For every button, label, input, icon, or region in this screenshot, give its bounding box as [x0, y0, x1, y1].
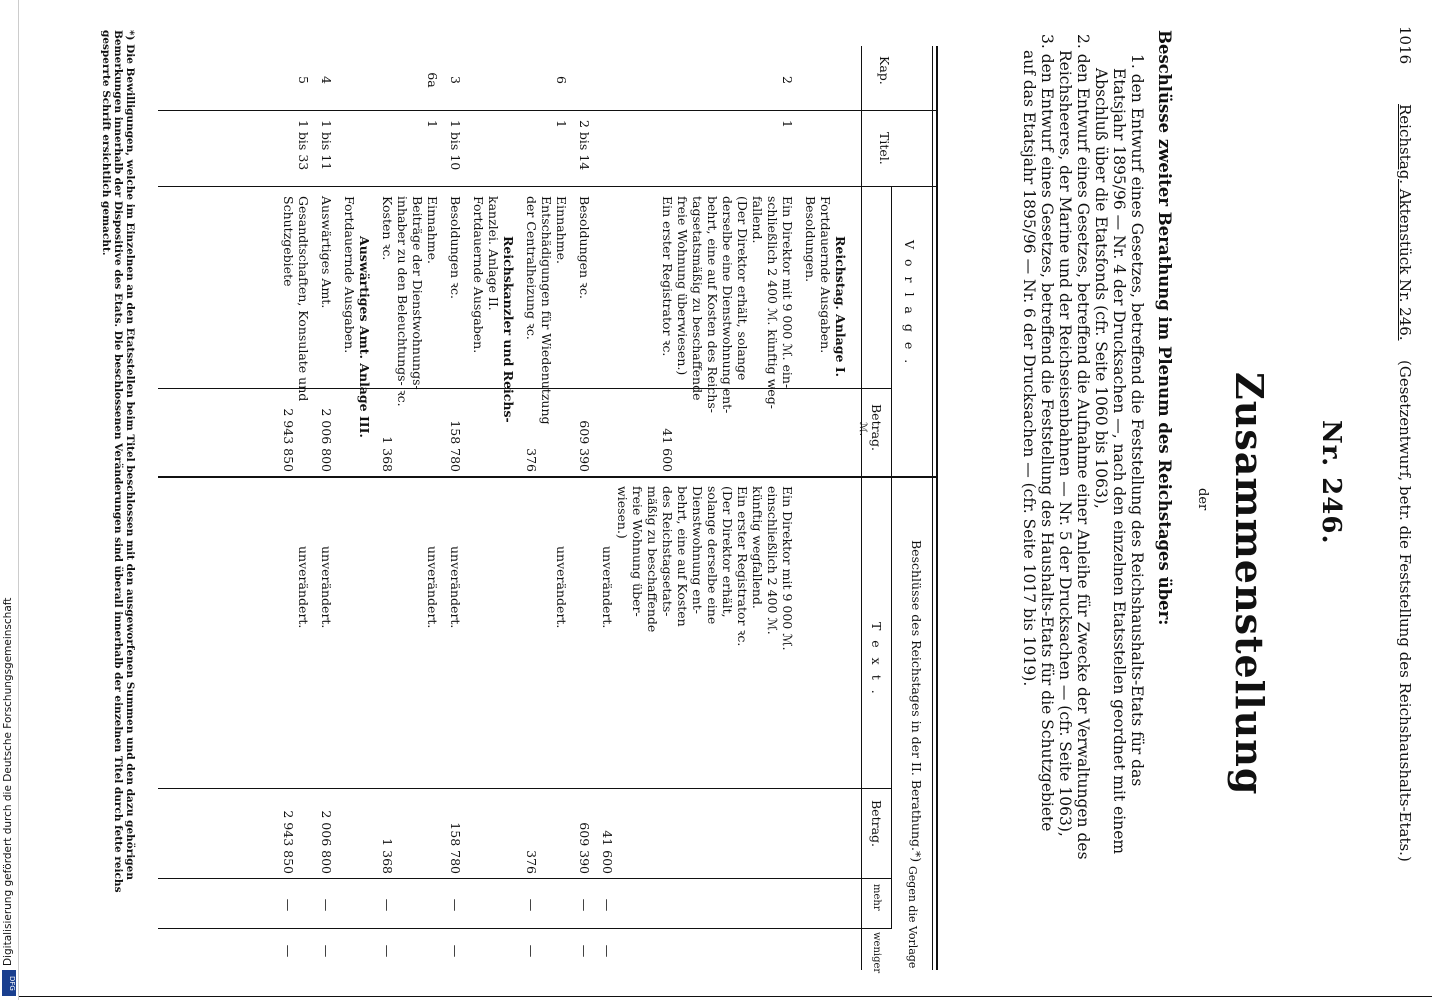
row-text-line: Ein Direktor mit 9 000 ℳ. ein- [780, 196, 795, 389]
row-beschluss-line: des Reichstagsetats- [660, 486, 675, 617]
row-titel: 1 bis 10 [448, 120, 463, 171]
row-text-line: Kosten ꝛc. [380, 196, 395, 261]
row-text-line: schließlich 2 400 ℳ. künftig weg- [765, 196, 780, 409]
title-connector: der [1195, 488, 1210, 511]
row-weniger: — [448, 944, 463, 958]
row-beschluss-line: unverändert. [296, 546, 311, 629]
row-text-line: Einnahme. [425, 196, 440, 264]
row-beschluss-line: unverändert. [319, 546, 334, 629]
col-divider-titel [158, 186, 938, 187]
watermark-text: Digitalisierung gefördert durch die Deutsche Forschungsgemeinschaft [2, 597, 14, 966]
row-titel: 1 [554, 120, 569, 128]
item-1-line-2: Etatsjahr 1895/96 — Nr. 4 der Drucksachen —, nach den einzelnen Etatsstellen geordnet mit einem [1110, 68, 1128, 855]
row-weniger: — [524, 944, 539, 958]
row-beschluss-betrag: 376 [524, 850, 539, 874]
row-mehr: — [524, 898, 539, 912]
row-weniger: — [577, 944, 592, 958]
row-text-line: der Centralheizung ꝛc. [524, 196, 539, 340]
col-header-betrag: Betrag. [869, 404, 884, 452]
row-text-line: kanzlei. Anlage II. [486, 196, 501, 311]
col-divider-mehr [158, 878, 892, 879]
item-list [1020, 30, 1146, 860]
row-beschluss-line: freie Wohnung über- [630, 486, 645, 617]
row-text-line: Entschädigungen für Wiedenutzung [539, 196, 554, 425]
row-beschluss-line: einschließlich 2 400 ℳ. [765, 486, 780, 635]
beschluss-header-rule [891, 478, 892, 928]
row-betrag: 376 [524, 448, 539, 472]
page-number: 1016 [1396, 26, 1414, 65]
col-header-weniger: weniger [871, 932, 882, 974]
intro-line: Beschlüsse zweiter Berathung im Plenum des Reichstages über: [1155, 30, 1174, 626]
row-titel: 1 [780, 120, 795, 128]
row-text-line: Besoldungen. [803, 196, 818, 283]
row-betrag: 158 780 [448, 420, 463, 472]
row-text-line: derselbe eine Dienstwohnung ent- [720, 196, 735, 414]
row-beschluss-betrag: 609 390 [577, 822, 592, 874]
row-mehr: — [448, 898, 463, 912]
row-beschluss-line: Dienstwohnung ent- [690, 486, 705, 615]
row-weniger: — [380, 944, 395, 958]
row-text-line: fallend. [750, 196, 765, 244]
row-titel: 1 [425, 120, 440, 128]
running-subtitle: (Gesetzentwurf, betr. die Feststellung des Reichshaushalts-Etats.) [1396, 360, 1414, 862]
row-text-line: Gesandtschaften, Konsulate und [296, 196, 311, 402]
row-mehr: — [577, 898, 592, 912]
row-beschluss-line: unverändert. [425, 546, 440, 629]
row-kap: 6 [554, 76, 569, 84]
item-1-line-3: Abschluß über die Etatsfonds (cfr. Seite 1060 bis 1063), [1092, 68, 1110, 509]
table-top-rule [936, 46, 938, 970]
item-2-line-1: 2. den Entwurf eines Gesetzes, betreffend die Aufnahme einer Anleihe für Zwecke der Verwaltungen des [1074, 34, 1092, 860]
row-beschluss-line: behrt, eine auf Kosten [675, 486, 690, 627]
col-divider-weniger [158, 928, 892, 929]
row-text-line: Fortdauernde Ausgaben. [342, 196, 357, 354]
col-header-kap: Kap. [877, 56, 892, 85]
row-text-line: Ein erster Registrator ꝛc. [660, 196, 675, 357]
row-text-line: behrt, eine auf Kosten des Reichs- [705, 196, 720, 413]
document-number: Nr. 246. [1316, 420, 1346, 545]
row-weniger: — [600, 944, 615, 958]
row-text-line: Beiträge der Dienstwohnungs- [410, 196, 425, 390]
col-header-mark: ℳ. [857, 422, 868, 436]
row-mehr: — [600, 898, 615, 912]
row-beschluss-line: unverändert. [554, 546, 569, 629]
row-text-line: Auswärtiges Amt. [319, 196, 334, 309]
row-text-line: Reichskanzler und Reichs- [501, 236, 516, 423]
row-text-line: Einnahme. [554, 196, 569, 264]
running-title: Reichstag. Aktenstück Nr. 246. [1396, 104, 1414, 341]
row-beschluss-line: wiesen.) [615, 486, 630, 539]
col-header-titel: Titel. [877, 132, 892, 165]
row-beschluss-line: Ein erster Registrator ꝛc. [735, 486, 750, 647]
col-header-text: T e x t . [869, 622, 884, 697]
gegen-header: Gegen die Vorlage [906, 866, 919, 969]
row-kap: 4 [319, 76, 334, 84]
row-mehr: — [281, 898, 296, 912]
row-betrag: 609 390 [577, 420, 592, 472]
row-text-line: Reichstag. Anlage I. [833, 236, 848, 378]
row-titel: 1 bis 33 [296, 120, 311, 171]
row-weniger: — [319, 944, 334, 958]
item-2-line-2: Reichsheeres, der Marine und der Reichseisenbahnen — Nr. 5 der Drucksachen — (cfr. Seite 1063), [1056, 50, 1074, 837]
row-text-line: (Der Direktor erhält, solange [735, 196, 750, 381]
row-betrag: 2 943 850 [281, 408, 296, 472]
row-text-line: Besoldungen ꝛc. [577, 196, 592, 299]
row-text-line: Schutzgebiete [281, 196, 296, 287]
row-beschluss-betrag: 2 006 800 [319, 810, 334, 874]
row-beschluss-line: unverändert. [600, 546, 615, 629]
footnote-line-2: Bemerkungen innerhalb der Dispositive des Etats. Die beschlossenen Veränderungen sind überall innerhalb der einzelnen Titel durch fette reichs [112, 30, 124, 893]
vorlage-header-rule [891, 186, 892, 476]
item-1-line-1: 1. den Entwurf eines Gesetzes, betreffend die Feststellung des Reichshaushalts-Etats für das [1128, 54, 1146, 787]
footnote [100, 30, 136, 892]
scan-bottom-rule [0, 996, 1432, 997]
row-kap: 2 [780, 76, 795, 84]
row-weniger: — [281, 944, 296, 958]
dfg-logo: DFG [2, 970, 16, 996]
row-betrag: 2 006 800 [319, 408, 334, 472]
row-text-line: freie Wohnung überwiesen.) [675, 196, 690, 376]
row-beschluss-line: (Der Direktor erhält, [720, 486, 735, 618]
row-kap: 6a [425, 72, 440, 88]
col-divider-b-betrag [158, 788, 892, 789]
row-mehr: — [380, 898, 395, 912]
col-header-b-betrag: Betrag. [869, 800, 884, 848]
row-betrag: 1 368 [380, 436, 395, 472]
row-beschluss-betrag: 41 600 [600, 830, 615, 874]
col-divider-kap [158, 110, 938, 111]
row-text-line: Auswärtiges Amt. Anlage III. [357, 236, 372, 438]
row-beschluss-line: Ein Direktor mit 9 000 ℳ. [780, 486, 795, 651]
row-betrag: 41 600 [660, 428, 675, 472]
row-beschluss-betrag: 158 780 [448, 822, 463, 874]
row-kap: 3 [448, 76, 463, 84]
footnote-line-3: gesperrte Schrift ersichtlich gemacht. [100, 30, 112, 256]
row-titel: 2 bis 14 [577, 120, 592, 171]
row-titel: 1 bis 11 [319, 120, 334, 171]
table-header-rule [861, 46, 862, 970]
item-3-line-2: auf das Etatsjahr 1895/96 — Nr. 6 der Drucksachen — (cfr. Seite 1017 bis 1019). [1020, 50, 1038, 687]
row-beschluss-betrag: 2 943 850 [281, 810, 296, 874]
row-beschluss-line: mäßig zu beschaffende [645, 486, 660, 633]
row-text-line: Fortdauernde Ausgaben. [471, 196, 486, 354]
row-text-line: Fortdauernde Ausgaben. [818, 196, 833, 354]
main-title: Zusammenstellung [1227, 372, 1272, 796]
beschluss-header: Beschlüsse des Reichstages in der II. Berathung.*) [909, 540, 924, 863]
row-text-line: inhaber zu den Beleuchtungs- ꝛc. [395, 196, 410, 407]
row-beschluss-line: künftig wegfallend. [750, 486, 765, 609]
vorlage-header: V o r l a g e . [902, 240, 917, 367]
item-3-line-1: 3. den Entwurf eines Gesetzes, betreffend die Feststellung des Haushalts-Etats für die Schutzgebiete [1038, 34, 1056, 832]
table-top-rule-thin [932, 46, 933, 970]
row-beschluss-betrag: 1 368 [380, 838, 395, 874]
row-beschluss-line: solange derselbe eine [705, 486, 720, 625]
row-mehr: — [319, 898, 334, 912]
col-header-mehr: mehr [871, 884, 882, 911]
row-text-line: tagsetatsmäßig zu beschaffende [690, 196, 705, 401]
row-kap: 5 [296, 76, 311, 84]
row-beschluss-line: unverändert. [448, 546, 463, 629]
table-middle-divider [158, 476, 938, 478]
watermark-strip [0, 0, 19, 1000]
footnote-line-1: *) Die Bewilligungen, welche im Einzelnen an den Etatsstellen beim Titel beschlossen mit den ausgeworfenen Summen und den dazu gehörigen [124, 30, 136, 880]
row-text-line: Besoldungen ꝛc. [448, 196, 463, 299]
